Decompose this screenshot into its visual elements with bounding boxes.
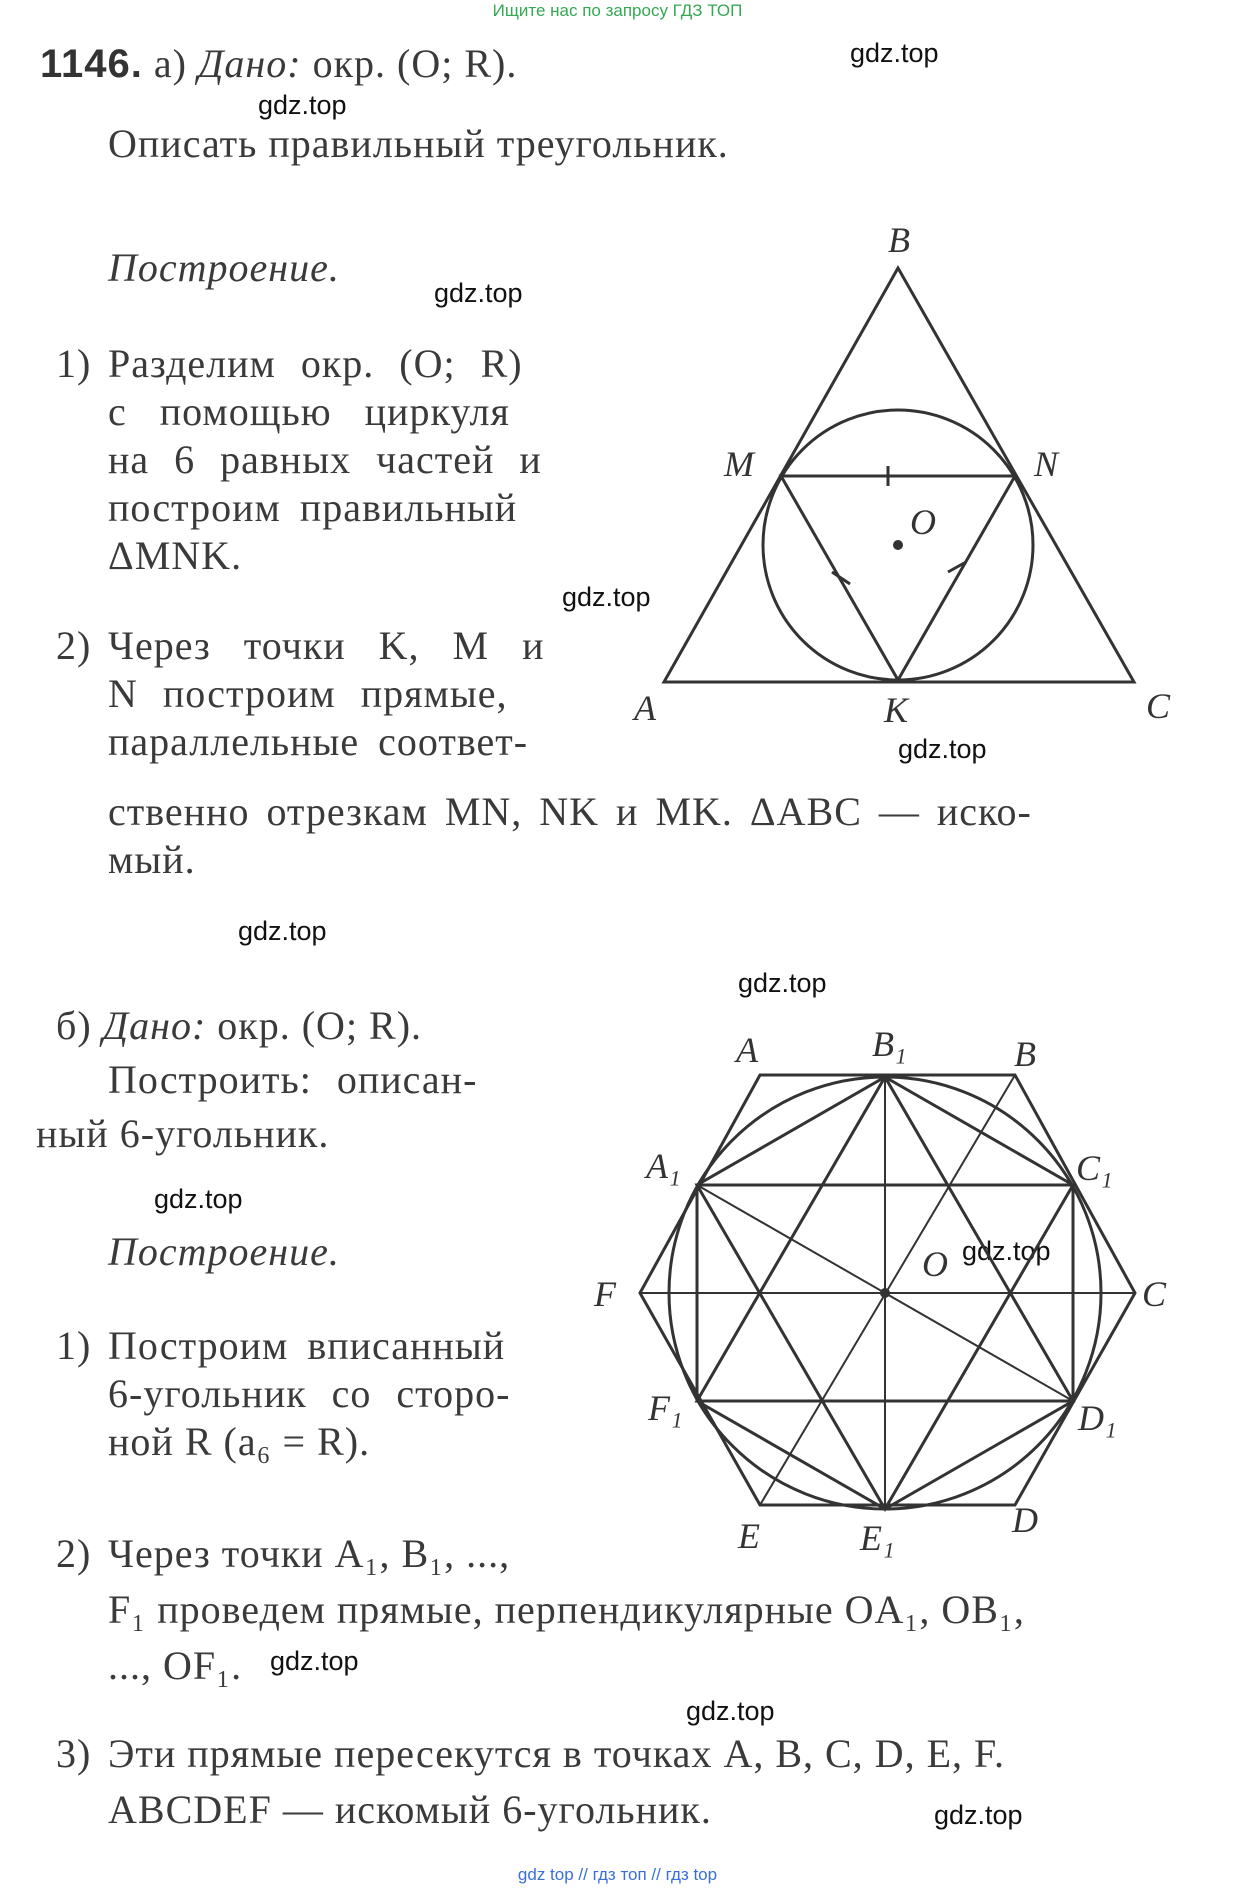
step-line: параллельные соответ- (108, 719, 529, 764)
label-b1: B₁ (872, 1024, 907, 1064)
hexagon-figure (590, 1020, 1190, 1580)
label-k: K (884, 690, 909, 730)
watermark: gdz.top (434, 278, 523, 308)
step-line: ной R (a₆ = R). (108, 1419, 371, 1464)
step-line: F₁ проведем прямые, перпендикулярные OA₁, OB₁, (108, 1587, 1025, 1632)
label-f: F (594, 1274, 616, 1314)
label-a: A (736, 1030, 758, 1070)
label-a1: A₁ (646, 1146, 681, 1186)
label-c1: C₁ (1076, 1148, 1113, 1188)
label-c: C (1142, 1274, 1167, 1314)
center-point (893, 540, 903, 550)
label-d1: D₁ (1078, 1398, 1117, 1438)
part-a-step1 (108, 340, 605, 580)
step-line: ABCDEF — искомый 6-угольник. (108, 1787, 712, 1832)
given-rest: окр. (O; R). (217, 1003, 423, 1048)
part-a-given (40, 40, 517, 88)
part-a-step2-tail (108, 788, 1032, 884)
part-a-task: Описать правильный треугольник. (108, 121, 729, 166)
step-line: ..., OF₁. (108, 1643, 243, 1688)
watermark: gdz.top (850, 38, 939, 68)
step-line: ΔMNK. (108, 533, 243, 578)
step-line: Построим вписанный (108, 1323, 506, 1368)
watermark: gdz.top (258, 90, 347, 120)
step-line: на 6 равных частей и (108, 437, 542, 482)
label-o: O (922, 1244, 948, 1284)
step-line: Через точки K, M и (108, 623, 545, 668)
step-line: N построим прямые, (108, 671, 508, 716)
problem-number: 1146. (40, 42, 143, 86)
label-b: B (888, 220, 910, 260)
label-e: E (738, 1516, 760, 1556)
watermark: gdz.top (562, 582, 651, 612)
watermark: gdz.top (934, 1800, 1023, 1830)
top-banner[interactable]: Ищите нас по запросу ГДЗ ТОП (492, 1, 743, 20)
step-line: Эти прямые пересекутся в точках A, B, C, D, E, F. (108, 1731, 1006, 1776)
part-b-step3-number: 3) (56, 1731, 92, 1776)
part-b-construction-heading: Построение. (108, 1229, 340, 1274)
label-b: B (1014, 1034, 1036, 1074)
part-b-label: б) (56, 1003, 92, 1048)
label-a: A (634, 688, 656, 728)
given-rest: окр. (O; R). (312, 41, 518, 86)
bottom-banner[interactable]: gdz top // гдз топ // гдз top (517, 1865, 718, 1884)
label-m: M (724, 444, 754, 484)
watermark: gdz.top (962, 1236, 1051, 1266)
build-line: Построить: описан- (108, 1057, 478, 1102)
step-line: Через точки A₁, B₁, ..., (108, 1531, 511, 1576)
given-word: Дано: (197, 41, 302, 86)
center-point (880, 1288, 890, 1298)
part-b-step1-number: 1) (56, 1323, 92, 1368)
label-d: D (1012, 1500, 1038, 1540)
label-e1: E₁ (860, 1518, 895, 1558)
watermark: gdz.top (154, 1184, 243, 1214)
part-b-step1 (108, 1322, 570, 1466)
part-a-step2 (108, 622, 605, 766)
triangle-figure (620, 210, 1180, 750)
watermark: gdz.top (238, 916, 327, 946)
part-b-step2-number: 2) (56, 1531, 92, 1576)
part-a-step2-number: 2) (56, 623, 92, 668)
step-line: ственно отрезкам MN, NK и MK. ΔABC — иско- (108, 789, 1032, 834)
part-b-given (56, 1002, 422, 1050)
build-line: ный 6-угольник. (36, 1111, 330, 1156)
label-c: C (1146, 686, 1171, 726)
label-n: N (1034, 444, 1059, 484)
label-f1: F₁ (648, 1388, 683, 1428)
watermark: gdz.top (738, 968, 827, 998)
label-o: O (910, 502, 936, 542)
step-line: мый. (108, 837, 196, 882)
triangle-mnk (781, 476, 1015, 680)
given-word: Дано: (102, 1003, 207, 1048)
step-line: 6-угольник со сторо- (108, 1371, 511, 1416)
step-line: Разделим окр. (O; R) (108, 341, 523, 386)
watermark: gdz.top (898, 734, 987, 764)
part-a-step1-number: 1) (56, 341, 92, 386)
part-a-label: а) (153, 41, 187, 86)
watermark: gdz.top (270, 1646, 359, 1676)
part-b-build (108, 1056, 570, 1104)
watermark: gdz.top (686, 1696, 775, 1726)
step-line: с помощью циркуля (108, 389, 510, 434)
step-line: построим правильный (108, 485, 518, 530)
part-a-construction-heading: Построение. (108, 245, 340, 290)
